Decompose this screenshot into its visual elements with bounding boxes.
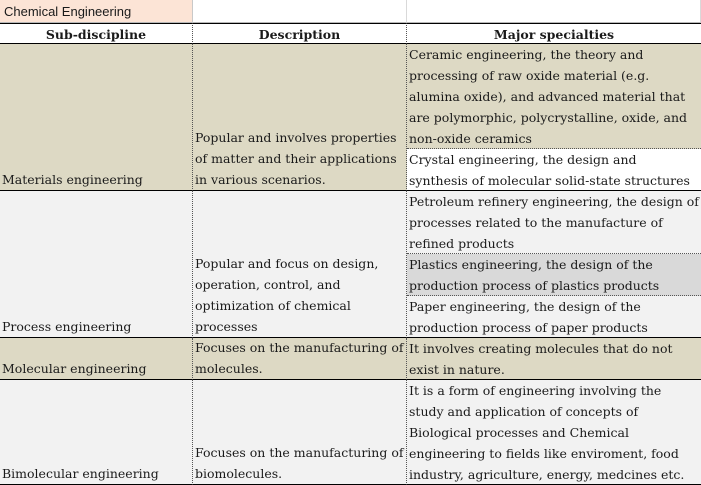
specialty-cell-bimolecular[interactable] <box>407 380 701 485</box>
specialty-cell-plastics[interactable] <box>407 254 701 296</box>
subdiscipline-label: Molecular engineering <box>2 361 147 376</box>
table-row-materials-subdiscipline[interactable] <box>0 44 193 191</box>
specialty-text: Petroleum refinery engineering, the design of processes related to the manufacture of refined products <box>409 194 699 251</box>
subdiscipline-label: Materials engineering <box>2 172 143 187</box>
table-row-materials-description[interactable] <box>193 44 407 191</box>
specialty-text: Paper engineering, the design of the production process of paper products <box>409 299 648 335</box>
table-row-molecular-description[interactable] <box>193 338 407 380</box>
subdiscipline-label: Bimolecular engineering <box>2 466 159 481</box>
header-description[interactable]: Description <box>193 23 407 44</box>
header-subdiscipline[interactable]: Sub-discipline <box>0 23 193 44</box>
description-text: Focuses on the manufacturing of biomolecules. <box>195 445 404 481</box>
table-row-bimolecular-description[interactable] <box>193 380 407 485</box>
table-row-process-subdiscipline[interactable] <box>0 191 193 338</box>
table-title-cell[interactable]: Chemical Engineering <box>0 0 193 23</box>
empty-cell[interactable] <box>193 0 407 23</box>
specialty-cell-molecular[interactable] <box>407 338 701 380</box>
header-major-specialties[interactable]: Major specialties <box>407 23 701 44</box>
specialty-cell-paper[interactable] <box>407 296 701 338</box>
empty-cell[interactable] <box>407 0 701 23</box>
table-row-bimolecular-subdiscipline[interactable] <box>0 380 193 485</box>
specialty-cell-petroleum[interactable] <box>407 191 701 254</box>
description-text: Popular and involves properties of matter and their applications in various scenarios. <box>195 130 397 187</box>
description-text: Focuses on the manufacturing of molecules. <box>195 340 404 376</box>
specialty-text: It involves creating molecules that do not exist in nature. <box>409 341 673 377</box>
subdiscipline-label: Process engineering <box>2 319 132 334</box>
table-row-process-description[interactable] <box>193 191 407 338</box>
specialty-cell-crystal[interactable] <box>407 149 701 191</box>
specialty-text: Plastics engineering, the design of the production process of plastics products <box>409 257 660 293</box>
specialty-text: Ceramic engineering, the theory and processing of raw oxide material (e.g. alumina oxide), and advanced material that are polymorphic, polycrystalline, oxide, and non-oxide ceramics <box>409 47 688 146</box>
description-text: Popular and focus on design, operation, control, and optimization of chemical processes <box>195 256 379 334</box>
specialty-text: Crystal engineering, the design and synthesis of molecular solid-state structures <box>409 152 690 188</box>
specialty-text: It is a form of engineering involving the study and application of concepts of Biological processes and Chemical engineering to fields like enviroment, food industry, agriculture, energy, medcines etc. <box>409 383 685 482</box>
table-row-molecular-subdiscipline[interactable] <box>0 338 193 380</box>
specialty-cell-ceramic[interactable] <box>407 44 701 149</box>
